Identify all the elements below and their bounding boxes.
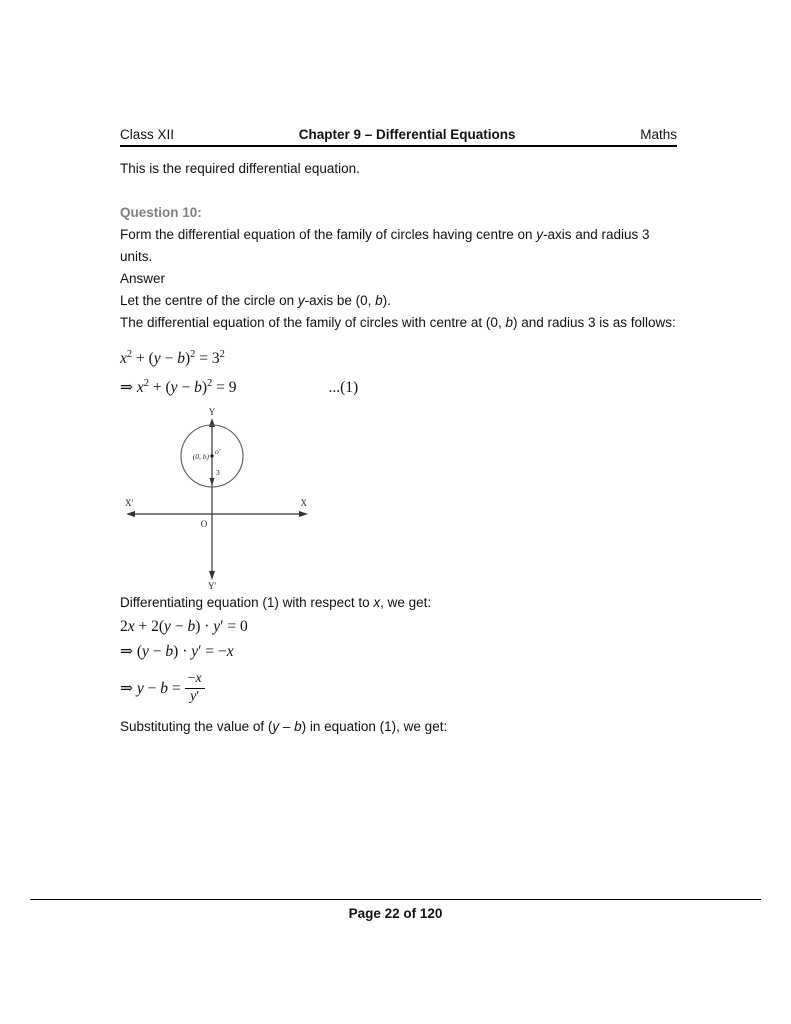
- circle-axes-figure: [120, 406, 320, 590]
- equation-derivative-3: [120, 666, 680, 710]
- figure-container: [120, 406, 680, 590]
- fraction: [185, 671, 205, 706]
- header-subject: Maths: [640, 127, 677, 142]
- fraction-denominator: y′: [185, 688, 205, 706]
- x-axis-label-left: X': [125, 498, 134, 509]
- question-label: Question 10:: [120, 205, 202, 220]
- fraction-numerator: −x: [187, 671, 202, 687]
- footer-divider: [30, 899, 761, 900]
- question-text: Form the differential equation of the family of circles having centre on y-axis and radius 3 units.: [120, 227, 650, 264]
- page-header: [120, 127, 677, 147]
- equation-derivative-3-lhs: ⇒ y − b =: [120, 679, 181, 697]
- y-axis-arrow-down-icon: [209, 571, 215, 580]
- centre-dot: [210, 455, 213, 458]
- equation-circle: $x^2 + (y - b)^2 = 3^2$: [120, 349, 225, 368]
- y-axis-label-bottom: Y': [207, 581, 217, 591]
- answer-label: Answer: [120, 271, 166, 286]
- equation-1-tag: ...(1): [328, 379, 359, 397]
- page-number: Page 22 of 120: [348, 906, 443, 921]
- equation-derivative-2: ⇒ (y − b) · y′ = −x: [120, 643, 234, 661]
- equation-1-line: [120, 371, 680, 400]
- header-chapter-title: Chapter 9 – Differential Equations: [298, 127, 516, 142]
- y-axis-label-top: Y: [208, 407, 216, 418]
- radius-arrow-icon: [210, 478, 215, 486]
- x-axis-arrow-left-icon: [126, 511, 135, 517]
- family-statement: The differential equation of the family of circles with centre at (0, b) and radius 3 is as follows:: [120, 315, 676, 330]
- header-class: Class XII: [120, 127, 175, 142]
- substituting-statement: Substituting the value of (y – b) in equation (1), we get:: [120, 719, 448, 735]
- x-axis-arrow-right-icon: [299, 511, 308, 517]
- intro-text: This is the required differential equation.: [120, 161, 360, 176]
- origin-label: O: [200, 519, 208, 530]
- differentiating-statement: Differentiating equation (1) with respect to x, we get:: [120, 595, 432, 611]
- y-axis-arrow-up-icon: [209, 418, 215, 427]
- page-content: [120, 158, 680, 738]
- radius-value-label: 3: [216, 468, 220, 478]
- x-axis-label-right: X: [300, 498, 307, 509]
- centre-coordinates-label: (0, b): [192, 452, 209, 462]
- equation-1: ⇒ $x^2 + (y - b)^2 = 9$: [120, 378, 237, 397]
- equation-derivative-1: 2x + 2(y − b) · y′ = 0: [120, 618, 248, 636]
- centre-statement: Let the centre of the circle on y-axis be (0, b).: [120, 293, 391, 308]
- centre-point-label: o': [215, 447, 221, 457]
